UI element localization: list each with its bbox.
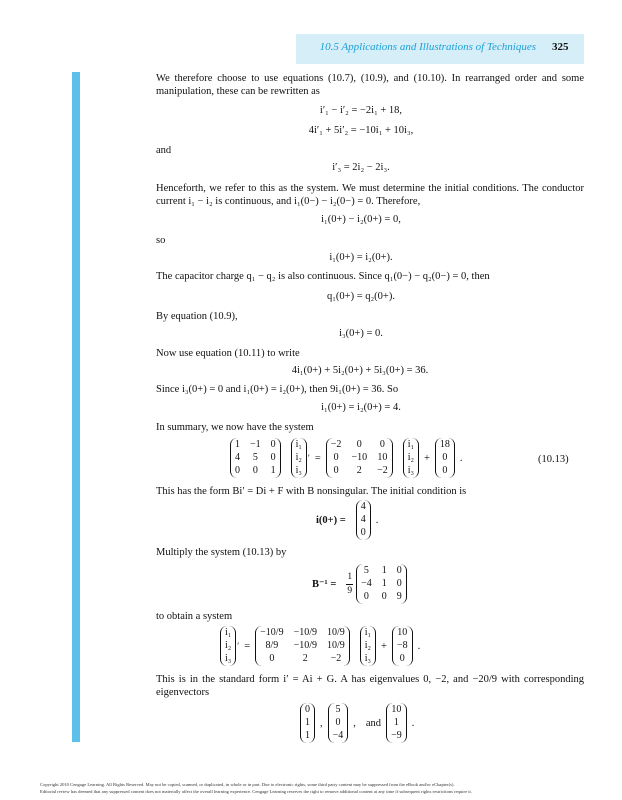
- paragraph-intro: We therefore choose to use equations (10.7), (10.9), and (10.10). In rearranged order and some manipulation, these can be rewritten as: [156, 73, 584, 97]
- matrix-entry: 10: [377, 452, 388, 463]
- matrix-B: [230, 438, 281, 478]
- matrix-entry: i₃: [225, 653, 232, 664]
- matrix-entry: −4: [332, 730, 344, 741]
- matrix-entry: 18: [439, 439, 450, 450]
- matrix-entry: i₂: [225, 640, 232, 651]
- matrix-B-inverse: [356, 564, 407, 604]
- matrix-entry: 4: [360, 501, 366, 512]
- matrix-entry: 0: [396, 565, 402, 576]
- matrix-entry: −1: [250, 439, 261, 450]
- vector-i-prime-2: [220, 626, 236, 666]
- running-header-title: 10.5 Applications and Illustrations of Techniques: [319, 41, 536, 53]
- matrix-entry: −10/9: [260, 627, 284, 638]
- matrix-entry: i₃: [364, 653, 372, 664]
- equation-8: 4i₁(0+) + 5i₂(0+) + 5i₃(0+) = 36.: [291, 365, 429, 376]
- matrix-entry: 8/9: [265, 640, 279, 651]
- matrix-entry: 9: [396, 591, 402, 602]
- text-and-eigen: and: [365, 717, 382, 729]
- matrix-entry: 1: [305, 730, 310, 741]
- system-10-13: 1 −1 0 4 5 0 0 0 1 i₁ i₂ i₃ ′ = −2 0 0 0 −10 10 0 2 −2 i₁ i₂ i₃ + 18 0 0 .: [230, 438, 468, 478]
- matrix-entry: 0: [442, 465, 448, 476]
- matrix-entry: 5: [252, 452, 258, 463]
- matrix-entry: 0: [399, 653, 405, 664]
- matrix-entry: 0: [335, 717, 341, 728]
- vector-i-2: [360, 626, 376, 666]
- paragraph-capacitor: The capacitor charge q₁ − q₂ is also continuous. Since q₁(0−) − q₂(0−) = 0, then: [156, 271, 490, 282]
- matrix-entry: i₁: [364, 627, 372, 638]
- text-and: and: [156, 145, 172, 156]
- equation-4: i₁(0+) − i₂(0+) = 0,: [321, 214, 401, 225]
- paragraph-multiply: Multiply the system (10.13) by: [156, 547, 287, 558]
- equation-number: (10.13): [538, 454, 569, 465]
- paragraph-form: This has the form Bi′ = Di + F with B nonsingular. The initial condition is: [156, 486, 467, 497]
- matrix-entry: 5: [363, 565, 369, 576]
- matrix-entry: 0: [363, 591, 369, 602]
- matrix-entry: 1: [270, 465, 276, 476]
- vector-F: [435, 438, 455, 478]
- matrix-entry: −2: [330, 653, 342, 664]
- paragraph-initial-conditions: Henceforth, we refer to this as the system. We must determine the initial conditions. The conductor current i₁ − i₂ is continuous, and i₁(0−) − i₂(0−) = 0. Therefore,: [156, 183, 584, 207]
- matrix-entry: 10/9: [327, 640, 345, 651]
- matrix-entry: 4: [360, 514, 366, 525]
- matrix-entry: 0: [269, 653, 275, 664]
- vector-i: [403, 438, 419, 478]
- matrix-entry: 0: [333, 452, 339, 463]
- matrix-entry: 0: [333, 465, 339, 476]
- matrix-entry: −10/9: [293, 627, 317, 638]
- matrix-entry: −10: [351, 452, 368, 463]
- matrix-entry: −10/9: [293, 640, 317, 651]
- matrix-A: [255, 626, 350, 666]
- matrix-entry: 1: [393, 717, 399, 728]
- equation-9: i₁(0+) = i₂(0+) = 4.: [321, 402, 401, 413]
- paragraph-by-equation: By equation (10.9),: [156, 311, 238, 322]
- matrix-entry: 10: [391, 704, 402, 715]
- matrix-entry: 0: [379, 439, 385, 450]
- standard-system: i₁ i₂ i₃ ′ = −10/9 −10/9 10/9 8/9 −10/9 10/9 0 2 −2 i₁ i₂ i₃ + 10 −8 0 .: [220, 626, 425, 666]
- copyright-line-2: Editorial review has deemed that any suppressed content does not materially affect the overall learning experience. Cengage Learning reserves the right to remove additional content at any time if subsequent rights restrictions require it.: [40, 789, 472, 794]
- matrix-entry: 0: [442, 452, 448, 463]
- equation-2: 4i′₁ + 5i′₂ = −10i₁ + 10i₃,: [308, 125, 414, 136]
- matrix-entry: −8: [396, 640, 408, 651]
- eigenvector-1: [300, 703, 315, 743]
- ic-label: i(0+) =: [316, 514, 346, 526]
- matrix-entry: 1: [381, 565, 387, 576]
- matrix-entry: 1: [381, 578, 387, 589]
- page-number: 325: [552, 41, 569, 53]
- paragraph-since: Since i₃(0+) = 0 and i₁(0+) = i₂(0+), then 9i₁(0+) = 36. So: [156, 384, 399, 395]
- paragraph-obtain: to obtain a system: [156, 611, 233, 622]
- matrix-entry: 0: [270, 439, 276, 450]
- paragraph-use-equation: Now use equation (10.11) to write: [156, 348, 300, 359]
- matrix-entry: 0: [270, 452, 276, 463]
- binv-label: B⁻¹ =: [312, 578, 337, 590]
- equation-7: i₃(0+) = 0.: [339, 328, 383, 339]
- matrix-entry: 4: [235, 452, 240, 463]
- matrix-entry: i₂: [295, 452, 302, 463]
- equation-5: i₁(0+) = i₂(0+).: [329, 252, 393, 263]
- matrix-entry: 0: [381, 591, 387, 602]
- vector-G: [392, 626, 413, 666]
- paragraph-summary: In summary, we now have the system: [156, 422, 314, 433]
- copyright-line-1: Copyright 2010 Cengage Learning. All Rights Reserved. May not be copied, scanned, or duplicated, in whole or in part. Due to electronic rights, some third party content may be suppressed from the eBook and/or eChapter(s).: [40, 782, 455, 787]
- equation-3: i′₃ = 2i₂ − 2i₃.: [332, 162, 390, 173]
- vector-i-prime: [291, 438, 307, 478]
- matrix-entry: i₁: [295, 439, 302, 450]
- matrix-entry: 0: [235, 465, 240, 476]
- eigenvectors: 0 1 1 , 5 0 −4 , and 10 1 −9 .: [300, 703, 419, 743]
- text-so: so: [156, 235, 166, 246]
- eigenvector-2: [328, 703, 349, 743]
- margin-accent-bar: [72, 72, 80, 742]
- matrix-entry: i₂: [407, 452, 414, 463]
- matrix-entry: −2: [330, 439, 342, 450]
- matrix-entry: 10: [397, 627, 408, 638]
- eigenvector-3: [386, 703, 407, 743]
- matrix-entry: 0: [360, 527, 366, 538]
- matrix-entry: 2: [302, 653, 308, 664]
- vector-initial-condition: [356, 500, 371, 540]
- b-inverse: [312, 564, 407, 604]
- matrix-entry: i₃: [407, 465, 414, 476]
- matrix-entry: 0: [252, 465, 258, 476]
- initial-condition: i(0+) = 4 4 0 .: [316, 501, 379, 538]
- matrix-entry: −9: [391, 730, 402, 741]
- matrix-entry: 5: [335, 704, 341, 715]
- equation-1: i′₁ − i′₂ = −2i₁ + 18,: [319, 105, 403, 116]
- matrix-entry: 2: [356, 465, 362, 476]
- matrix-entry: 1: [235, 439, 240, 450]
- equation-6: q₁(0+) = q₂(0+).: [327, 291, 395, 302]
- matrix-entry: 1: [305, 717, 310, 728]
- matrix-entry: 0: [356, 439, 362, 450]
- matrix-entry: i₂: [364, 640, 372, 651]
- matrix-entry: −2: [377, 465, 388, 476]
- matrix-entry: i₁: [407, 439, 414, 450]
- matrix-entry: i₁: [225, 627, 232, 638]
- matrix-entry: i₃: [295, 465, 302, 476]
- matrix-D: [326, 438, 393, 478]
- paragraph-eigen: This is in the standard form i′ = Ai + G. A has eigenvalues 0, −2, and −20/9 with corresponding eigenvectors: [156, 674, 584, 698]
- matrix-entry: 0: [396, 578, 402, 589]
- matrix-entry: 0: [305, 704, 310, 715]
- matrix-entry: −4: [361, 578, 372, 589]
- fraction-one-ninth: $\frac{1}{9}$: [347, 571, 353, 596]
- matrix-entry: 10/9: [327, 627, 345, 638]
